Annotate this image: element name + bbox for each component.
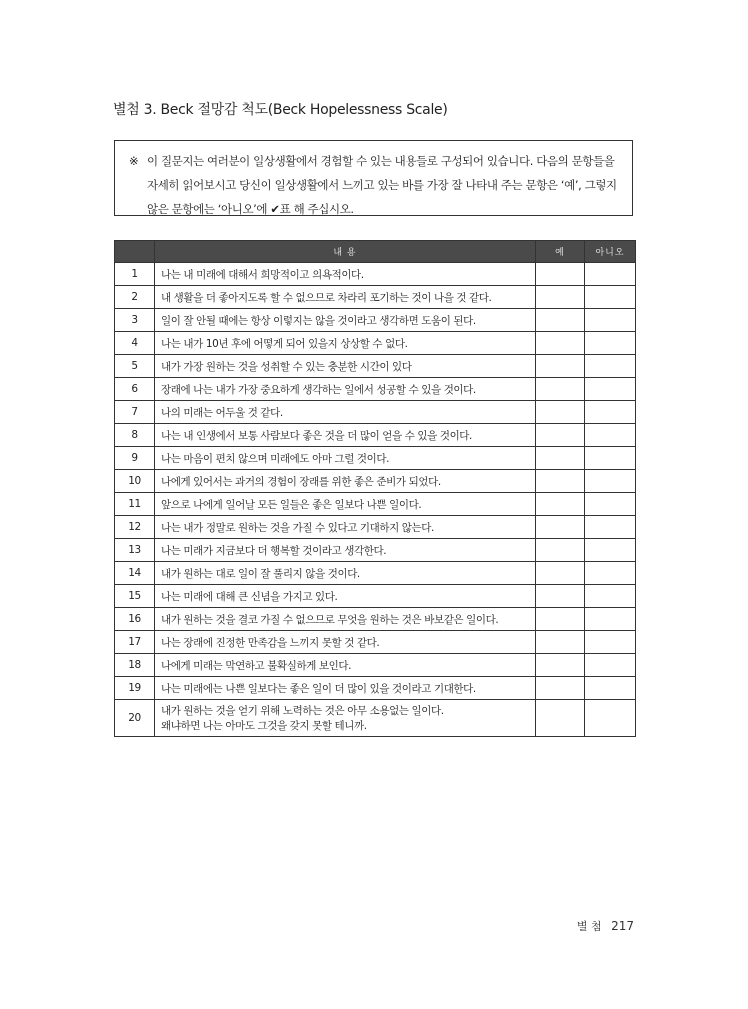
no-checkbox-cell[interactable]: [585, 355, 636, 378]
item-statement: 내가 원하는 대로 일이 잘 풀리지 않을 것이다.: [155, 562, 536, 585]
yes-checkbox-cell[interactable]: [536, 378, 585, 401]
header-yes: 예: [536, 241, 585, 263]
yes-checkbox-cell[interactable]: [536, 516, 585, 539]
item-statement: 나는 내가 10년 후에 어떻게 되어 있을지 상상할 수 없다.: [155, 332, 536, 355]
yes-checkbox-cell[interactable]: [536, 631, 585, 654]
item-statement: 내가 가장 원하는 것을 성취할 수 있는 충분한 시간이 있다: [155, 355, 536, 378]
instructions-text: 이 질문지는 여러분이 일상생활에서 경험할 수 있는 내용들로 구성되어 있습니다. 다음의 문항들을 자세히 읽어보시고 당신이 일상생활에서 느끼고 있는 바를 가장 잘 나타내 주는 문항은 ‘예’, 그렇지 않은 문항에는 ‘아니오’에 ✔표 해 주십시오.: [147, 154, 617, 216]
page-title: 별첨 3. Beck 절망감 척도(Beck Hopelessness Scale): [113, 102, 448, 118]
table-row: [115, 424, 636, 447]
table-row: [115, 585, 636, 608]
item-number: 1: [115, 263, 155, 286]
table-row: [115, 654, 636, 677]
yes-checkbox-cell[interactable]: [536, 401, 585, 424]
yes-checkbox-cell[interactable]: [536, 286, 585, 309]
item-number: 4: [115, 332, 155, 355]
no-checkbox-cell[interactable]: [585, 447, 636, 470]
no-checkbox-cell[interactable]: [585, 539, 636, 562]
item-number: 11: [115, 493, 155, 516]
yes-checkbox-cell[interactable]: [536, 562, 585, 585]
no-checkbox-cell[interactable]: [585, 516, 636, 539]
table-row: [115, 631, 636, 654]
table-row: [115, 608, 636, 631]
item-number: 14: [115, 562, 155, 585]
no-checkbox-cell[interactable]: [585, 424, 636, 447]
table-row: [115, 401, 636, 424]
no-checkbox-cell[interactable]: [585, 309, 636, 332]
table-row: [115, 493, 636, 516]
item-number: 15: [115, 585, 155, 608]
yes-checkbox-cell[interactable]: [536, 677, 585, 700]
yes-checkbox-cell[interactable]: [536, 700, 585, 737]
header-content: 내 용: [155, 241, 536, 263]
yes-checkbox-cell[interactable]: [536, 608, 585, 631]
item-number: 3: [115, 309, 155, 332]
table-row: [115, 516, 636, 539]
no-checkbox-cell[interactable]: [585, 631, 636, 654]
yes-checkbox-cell[interactable]: [536, 332, 585, 355]
item-statement: 나는 내 인생에서 보통 사람보다 좋은 것을 더 많이 얻을 수 있을 것이다.: [155, 424, 536, 447]
item-statement: 내가 원하는 것을 결코 가질 수 없으므로 무엇을 원하는 것은 바보같은 일이다.: [155, 608, 536, 631]
item-statement: 나는 미래에는 나쁜 일보다는 좋은 일이 더 많이 있을 것이라고 기대한다.: [155, 677, 536, 700]
item-number: 5: [115, 355, 155, 378]
item-statement-line1: 내가 원하는 것을 얻기 위해 노력하는 것은 아무 소용없는 일이다.: [161, 705, 444, 717]
item-number: 13: [115, 539, 155, 562]
item-statement-line2: 왜냐하면 나는 아마도 그것을 갖지 못할 테니까.: [161, 720, 367, 732]
item-statement: 앞으로 나에게 일어날 모든 일들은 좋은 일보다 나쁜 일이다.: [155, 493, 536, 516]
item-number: 10: [115, 470, 155, 493]
table-row: [115, 470, 636, 493]
no-checkbox-cell[interactable]: [585, 286, 636, 309]
no-checkbox-cell[interactable]: [585, 470, 636, 493]
no-checkbox-cell[interactable]: [585, 401, 636, 424]
yes-checkbox-cell[interactable]: [536, 493, 585, 516]
item-statement: 나는 내가 정말로 원하는 것을 가질 수 있다고 기대하지 않는다.: [155, 516, 536, 539]
header-number: [115, 241, 155, 263]
no-checkbox-cell[interactable]: [585, 493, 636, 516]
no-checkbox-cell[interactable]: [585, 654, 636, 677]
no-checkbox-cell[interactable]: [585, 332, 636, 355]
item-number: 19: [115, 677, 155, 700]
table-row: [115, 447, 636, 470]
yes-checkbox-cell[interactable]: [536, 470, 585, 493]
item-statement: 나는 미래가 지금보다 더 행복할 것이라고 생각한다.: [155, 539, 536, 562]
no-checkbox-cell[interactable]: [585, 585, 636, 608]
table-row: [115, 286, 636, 309]
yes-checkbox-cell[interactable]: [536, 263, 585, 286]
yes-checkbox-cell[interactable]: [536, 355, 585, 378]
item-number: 8: [115, 424, 155, 447]
item-number: 18: [115, 654, 155, 677]
item-statement: 장래에 나는 내가 가장 중요하게 생각하는 일에서 성공할 수 있을 것이다.: [155, 378, 536, 401]
item-statement: 나에게 미래는 막연하고 불확실하게 보인다.: [155, 654, 536, 677]
item-statement: 나에게 있어서는 과거의 경험이 장래를 위한 좋은 준비가 되었다.: [155, 470, 536, 493]
table-header-row: [115, 241, 636, 263]
yes-checkbox-cell[interactable]: [536, 539, 585, 562]
yes-checkbox-cell[interactable]: [536, 447, 585, 470]
item-statement: 나는 내 미래에 대해서 희망적이고 의욕적이다.: [155, 263, 536, 286]
yes-checkbox-cell[interactable]: [536, 585, 585, 608]
note-mark: ※: [129, 154, 139, 168]
item-number: 9: [115, 447, 155, 470]
table-row: [115, 355, 636, 378]
instructions-box: [114, 140, 633, 216]
table-row: [115, 332, 636, 355]
table-row: [115, 378, 636, 401]
table-row: [115, 677, 636, 700]
page-number: 217: [611, 919, 634, 933]
item-number: 12: [115, 516, 155, 539]
table-row: [115, 539, 636, 562]
item-number: 7: [115, 401, 155, 424]
header-no: 아니오: [585, 241, 636, 263]
footer-label: 별 첨: [576, 920, 602, 933]
no-checkbox-cell[interactable]: [585, 263, 636, 286]
table-row: [115, 309, 636, 332]
item-statement: 일이 잘 안될 때에는 항상 이렇지는 않을 것이라고 생각하면 도움이 된다.: [155, 309, 536, 332]
yes-checkbox-cell[interactable]: [536, 309, 585, 332]
item-statement: 나는 마음이 편치 않으며 미래에도 아마 그럴 것이다.: [155, 447, 536, 470]
no-checkbox-cell[interactable]: [585, 378, 636, 401]
table-row: [115, 700, 636, 737]
item-number: 2: [115, 286, 155, 309]
item-number: 17: [115, 631, 155, 654]
no-checkbox-cell[interactable]: [585, 608, 636, 631]
item-number: 20: [115, 700, 155, 737]
item-statement: 내 생활을 더 좋아지도록 할 수 없으므로 차라리 포기하는 것이 나을 것 같다.: [155, 286, 536, 309]
hopelessness-scale-table: [114, 240, 636, 737]
item-number: 6: [115, 378, 155, 401]
item-statement: 나는 장래에 진정한 만족감을 느끼지 못할 것 같다.: [155, 631, 536, 654]
no-checkbox-cell[interactable]: [585, 700, 636, 737]
no-checkbox-cell[interactable]: [585, 562, 636, 585]
item-number: 16: [115, 608, 155, 631]
table-row: [115, 562, 636, 585]
item-statement: 나는 미래에 대해 큰 신념을 가지고 있다.: [155, 585, 536, 608]
item-statement: 나의 미래는 어두울 것 같다.: [155, 401, 536, 424]
table-row: [115, 263, 636, 286]
yes-checkbox-cell[interactable]: [536, 424, 585, 447]
no-checkbox-cell[interactable]: [585, 677, 636, 700]
item-statement: [155, 700, 536, 737]
page-footer: [577, 918, 634, 934]
yes-checkbox-cell[interactable]: [536, 654, 585, 677]
